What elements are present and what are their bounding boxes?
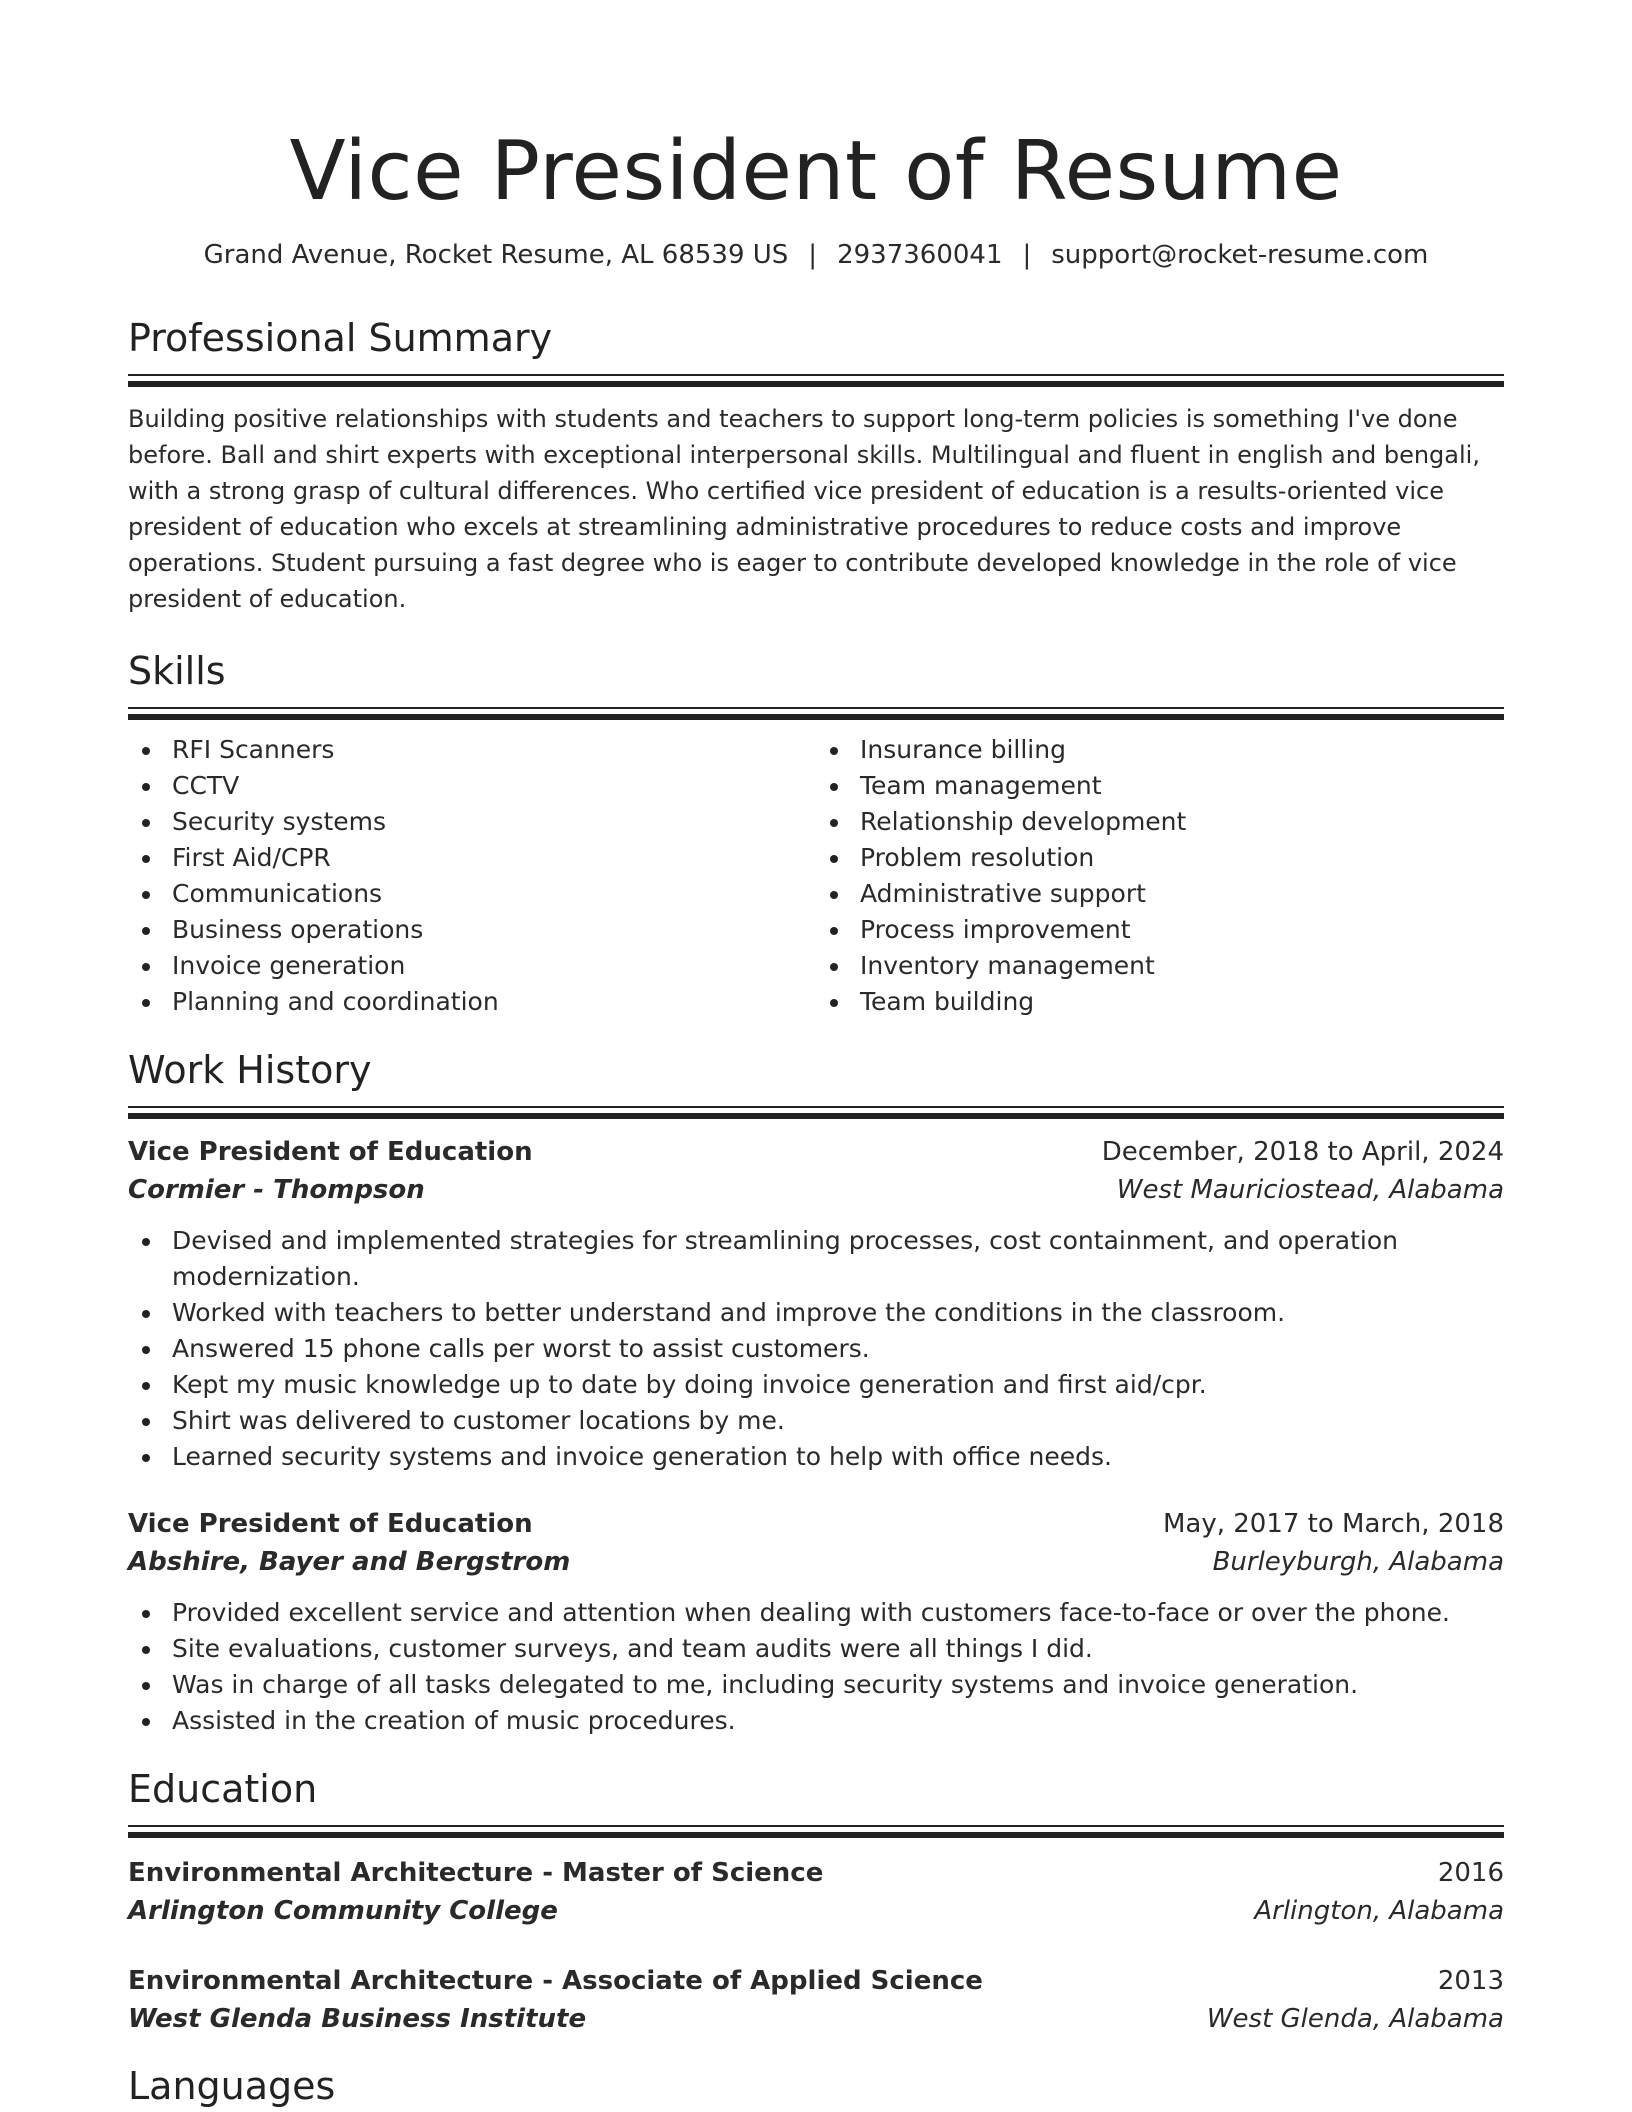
job-location: Burleyburgh, Alabama — [1212, 1547, 1504, 1577]
resume-name: Vice President of Resume — [289, 124, 1343, 219]
section-divider — [128, 1106, 1504, 1119]
job-employer: Cormier - Thompson — [128, 1175, 425, 1205]
contact-separator: | — [808, 240, 818, 270]
contact-address: Grand Avenue, Rocket Resume, AL 68539 US — [203, 240, 789, 270]
skill-item: Security systems — [128, 804, 816, 840]
education-year: 2016 — [1437, 1858, 1504, 1888]
education-degree: Environmental Architecture - Master of Science — [128, 1858, 824, 1888]
job-bullet: Kept my music knowledge up to date by doing invoice generation and first aid/cpr. — [128, 1367, 1504, 1403]
section-divider — [128, 374, 1504, 387]
job-bullet: Answered 15 phone calls per worst to assist customers. — [128, 1331, 1504, 1367]
job-org-row — [128, 1171, 1504, 1209]
skill-item: CCTV — [128, 768, 816, 804]
summary-heading: Professional Summary — [128, 316, 553, 360]
job-header-row — [128, 1133, 1504, 1171]
summary-section — [128, 314, 1504, 617]
skill-item: Invoice generation — [128, 948, 816, 984]
skill-item: Planning and coordination — [128, 984, 816, 1020]
skill-item: First Aid/CPR — [128, 840, 816, 876]
education-year: 2013 — [1437, 1966, 1504, 1996]
education-header-row — [128, 1854, 1504, 1892]
job-bullet: Worked with teachers to better understand and improve the conditions in the classroom. — [128, 1295, 1504, 1331]
job-entry — [128, 1133, 1504, 1475]
skills-columns — [128, 732, 1504, 1020]
skills-left-column — [128, 732, 816, 1020]
languages-heading: Languages — [128, 2064, 336, 2108]
summary-text: Building positive relationships with students and teachers to support long-term policies is something I've done before. Ball and shirt experts with exceptional interpersonal skills. Multilingual and fluent in english and bengali, with a strong grasp of cultural differences. Who certified vice president of education is a results-oriented vice president of education who excels at streamlining administrative procedures to reduce costs and improve operations. Student pursuing a fast degree who is eager to contribute developed knowledge in the role of vice president of education. — [128, 405, 1480, 613]
skill-item: Administrative support — [816, 876, 1504, 912]
education-heading: Education — [128, 1767, 318, 1811]
contact-email: support@rocket-resume.com — [1051, 240, 1429, 270]
skill-item: Process improvement — [816, 912, 1504, 948]
skill-item: RFI Scanners — [128, 732, 816, 768]
section-divider — [128, 707, 1504, 720]
skill-item: Communications — [128, 876, 816, 912]
skill-item: Team management — [816, 768, 1504, 804]
education-school-row — [128, 2000, 1504, 2038]
education-degree: Environmental Architecture - Associate of Applied Science — [128, 1966, 983, 1996]
contact-separator: | — [1022, 240, 1032, 270]
job-header-row — [128, 1505, 1504, 1543]
job-title: Vice President of Education — [128, 1509, 533, 1539]
job-bullet: Shirt was delivered to customer locations by me. — [128, 1403, 1504, 1439]
education-school-row — [128, 1892, 1504, 1930]
contact-phone: 2937360041 — [837, 240, 1003, 270]
skill-item: Insurance billing — [816, 732, 1504, 768]
job-employer: Abshire, Bayer and Bergstrom — [128, 1547, 571, 1577]
skill-item: Team building — [816, 984, 1504, 1020]
job-entry — [128, 1505, 1504, 1739]
education-school: Arlington Community College — [128, 1896, 558, 1926]
job-bullet: Devised and implemented strategies for streamlining processes, cost containment, and operation modernization. — [128, 1223, 1504, 1295]
education-section — [128, 1765, 1504, 2038]
education-location: West Glenda, Alabama — [1206, 2004, 1504, 2034]
education-entry — [128, 1854, 1504, 1930]
education-location: Arlington, Alabama — [1254, 1896, 1504, 1926]
job-title: Vice President of Education — [128, 1137, 533, 1167]
job-dates: May, 2017 to March, 2018 — [1162, 1509, 1504, 1539]
work-history-section — [128, 1046, 1504, 1739]
job-bullet: Site evaluations, customer surveys, and team audits were all things I did. — [128, 1631, 1504, 1667]
skill-item: Problem resolution — [816, 840, 1504, 876]
education-entry — [128, 1962, 1504, 2038]
skills-right-column — [816, 732, 1504, 1020]
job-bullet: Was in charge of all tasks delegated to me, including security systems and invoice generation. — [128, 1667, 1504, 1703]
job-bullet: Learned security systems and invoice generation to help with office needs. — [128, 1439, 1504, 1475]
skill-item: Business operations — [128, 912, 816, 948]
skill-item: Relationship development — [816, 804, 1504, 840]
languages-section — [128, 2062, 1504, 2112]
job-bullet: Provided excellent service and attention when dealing with customers face-to-face or over the phone. — [128, 1595, 1504, 1631]
education-school: West Glenda Business Institute — [128, 2004, 587, 2034]
resume-page — [0, 124, 1632, 2112]
job-location: West Mauriciostead, Alabama — [1116, 1175, 1504, 1205]
job-dates: December, 2018 to April, 2024 — [1101, 1137, 1504, 1167]
job-org-row — [128, 1543, 1504, 1581]
skill-item: Inventory management — [816, 948, 1504, 984]
section-divider — [128, 1825, 1504, 1838]
contact-line — [128, 238, 1504, 272]
education-header-row — [128, 1962, 1504, 2000]
work-history-heading: Work History — [128, 1048, 372, 1092]
skills-heading: Skills — [128, 649, 226, 693]
job-bullets — [128, 1595, 1504, 1739]
skills-section — [128, 647, 1504, 1020]
job-bullets — [128, 1223, 1504, 1475]
job-bullet: Assisted in the creation of music procedures. — [128, 1703, 1504, 1739]
